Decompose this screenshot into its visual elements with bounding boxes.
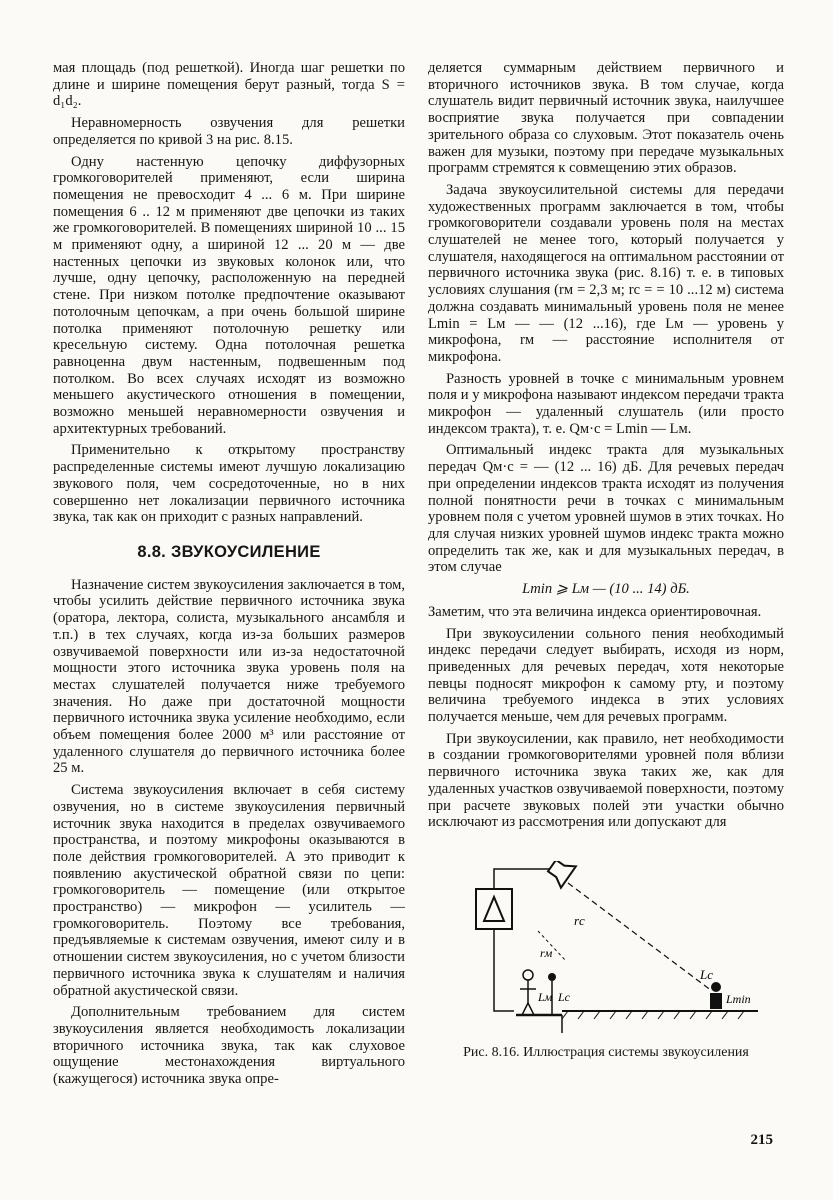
paragraph: При звукоусилении, как правило, нет необходимости в создании громкоговорителями уровней поля вблизи первичного источника звука таких же, как для удаленных участков озвучиваемой поверхности, поэтому при расчете звуковых полей эти участки обычно исключают из рассмотрения или допускают для xyxy=(428,730,784,831)
sound-reinforcement-diagram xyxy=(428,861,784,1041)
right-column xyxy=(428,60,784,1061)
paragraph: Разность уровней в точке с минимальным уровнем поля и у микрофона называют индексом передачи тракта микрофон — удаленный слушатель (или просто индексом тракта), т. е. Qм·с = Lmin — Lм. xyxy=(428,370,784,437)
paragraph: деляется суммарным действием первичного и вторичного источников звука. В том случае, когда слушатель видит первичный источник звука, наилучшее восприятие звука получается при совпадении зрительного образа со слуховым. Этот показатель очень важен для музыки, поэтому при передаче музыкальных программ стремятся к совмещению этих образов. xyxy=(428,60,784,177)
paragraph: Задача звукоусилительной системы для передачи художественных программ заключается в том, чтобы громкоговорители создавали уровень поля на местах слушателей не менее того, который получается у слушателя, находящегося на оптимальном расстоянии от первичного источника звука (рис. 8.16) т. е. в типовых условиях слушания (rм = 2,3 м; rс = = 10 ...12 м) система должна создавать минимальный уровень поля не менее Lmin = Lм — — (12 ...16), где Lм — уровень у микрофона, rм — расстояние исполнителя от микрофона. xyxy=(428,181,784,365)
sound-path-rc xyxy=(568,883,712,991)
paragraph: Применительно к открытому пространству распределенные системы имеют лучшую локализацию звукового поля, чем сосредоточенные, но в них совершенно нет локализации первичного источника звука, так как он приходит с разных направлений. xyxy=(53,442,405,526)
wire-to-speaker xyxy=(494,869,550,889)
paragraph: Неравномерность озвучения для решетки определяется по кривой 3 на рис. 8.15. xyxy=(53,115,405,148)
paragraph: Дополнительным требованием для систем звукоусиления является необходимость локализации вторичного источника звука, так как слуховое ощущение местонахождения виртуального (кажущегося) источника звука опре- xyxy=(53,1004,405,1088)
left-column xyxy=(53,60,405,1093)
paragraph: Оптимальный индекс тракта для музыкальных передач Qм·с = — (12 ... 16) дБ. Для речевых передач при определении индексов тракта исходят из получения полной понятности речи в точках с минимальным уровнем поля с учетом уровней шумов в этих точках. Но для случая низких уровней шумов индекс тракта можно определить так же, как и для музыкальных передач, в этом случае xyxy=(428,442,784,576)
paragraph: мая площадь (под решеткой). Иногда шаг решетки по длине и ширине помещения берут разный, тогда S = d₁d₂. xyxy=(53,60,405,110)
paragraph: При звукоусилении сольного пения необходимый индекс передачи следует выбирать, исходя из норм, приведенных для речевых передач, хотя некоторые певцы подносят микрофон к самому рту, и поэтому величина требуемого индекса в этих условиях получается меньше, чем для речевых программ. xyxy=(428,625,784,726)
figure-8-16 xyxy=(428,861,784,1041)
label-lc-listener: Lс xyxy=(700,966,713,982)
listener-head xyxy=(711,982,721,992)
paragraph: Система звукоусиления включает в себя систему озвучения, но в системе звукоусиления первичный источник звука находится в пределах озвучиваемого пространства, и поэтому микрофоны оказываются в поле действия громкоговорителей. А это приводит к появлению акустической обратной связи по цепи: громкоговоритель — помещение (или открытое пространство) — микрофон — усилитель — громкоговоритель. Поэтому все требования, предъявляемые к системам озвучения, имеют силу и в отношении систем звукоусиления, но с учетом близости первичного источника звука к слушателям и наличия обратной акустической связи. xyxy=(53,782,405,999)
section-heading: 8.8. ЗВУКОУСИЛЕНИЕ xyxy=(137,542,321,561)
page-number: 215 xyxy=(750,1132,773,1148)
label-rc: rс xyxy=(574,912,585,928)
label-lc: Lс xyxy=(558,989,570,1004)
listener-body xyxy=(710,993,722,1009)
figure-caption: Рис. 8.16. Иллюстрация системы звукоусиления xyxy=(463,1044,749,1060)
label-lmin: Lmin xyxy=(726,991,751,1006)
formula: Lmin ⩾ Lм — (10 ... 14) дБ. xyxy=(522,581,690,598)
paragraph: Назначение систем звукоусиления заключается в том, чтобы усилить действие первичного источника звука (оратора, лектора, солиста, музыкального ансамбля и т.п.) в тех случаях, когда из-за больших размеров озвучиваемой поверхности или из-за недостаточной мощности этого источника звука уровень поля на местах слушателей получается ниже требуемого значения. Но даже при достаточной мощности первичного источника звука усиление необходимо, если объем помещения более 2000 м³ или расстояние от удаленного слушателя до первичного источника более 25 м. xyxy=(53,576,405,777)
amplifier-icon xyxy=(484,897,504,921)
paragraph: Одну настенную цепочку диффузорных громкоговорителей применяют, если ширина помещения не превосходит 4 ... 6 м. При ширине помещения 6 .. 12 м применяют две цепочки из таких же громкоговорителей. В помещениях шириной 10 ... 15 м применяют одну, а шириной 12 ... 20 м — две настенных цепочки из звуковых колонок или, что лучше, одну цепочку, расположенную на передней стене. При низком потолке предпочтение оказывают потолочным цепочкам, а при очень большой ширине потолка применяют потолочную решетку или кресельную систему. Одна потолочная решетка равноценна двум настенным, подвешенным под потолком. Во всех случаях исходят из возможно меньшего акустического отношения в помещении, возможно меньшей неравномерности озвучения и архитектурных требований. xyxy=(53,153,405,437)
microphone-icon xyxy=(548,973,556,981)
paragraph: Заметим, что эта величина индекса ориентировочная. xyxy=(428,603,762,620)
loudspeaker-icon xyxy=(545,861,576,888)
performer-head xyxy=(523,970,533,980)
label-lm: Lм xyxy=(538,989,553,1004)
wire-to-mic xyxy=(494,929,514,1011)
label-rm: rм xyxy=(540,945,553,960)
